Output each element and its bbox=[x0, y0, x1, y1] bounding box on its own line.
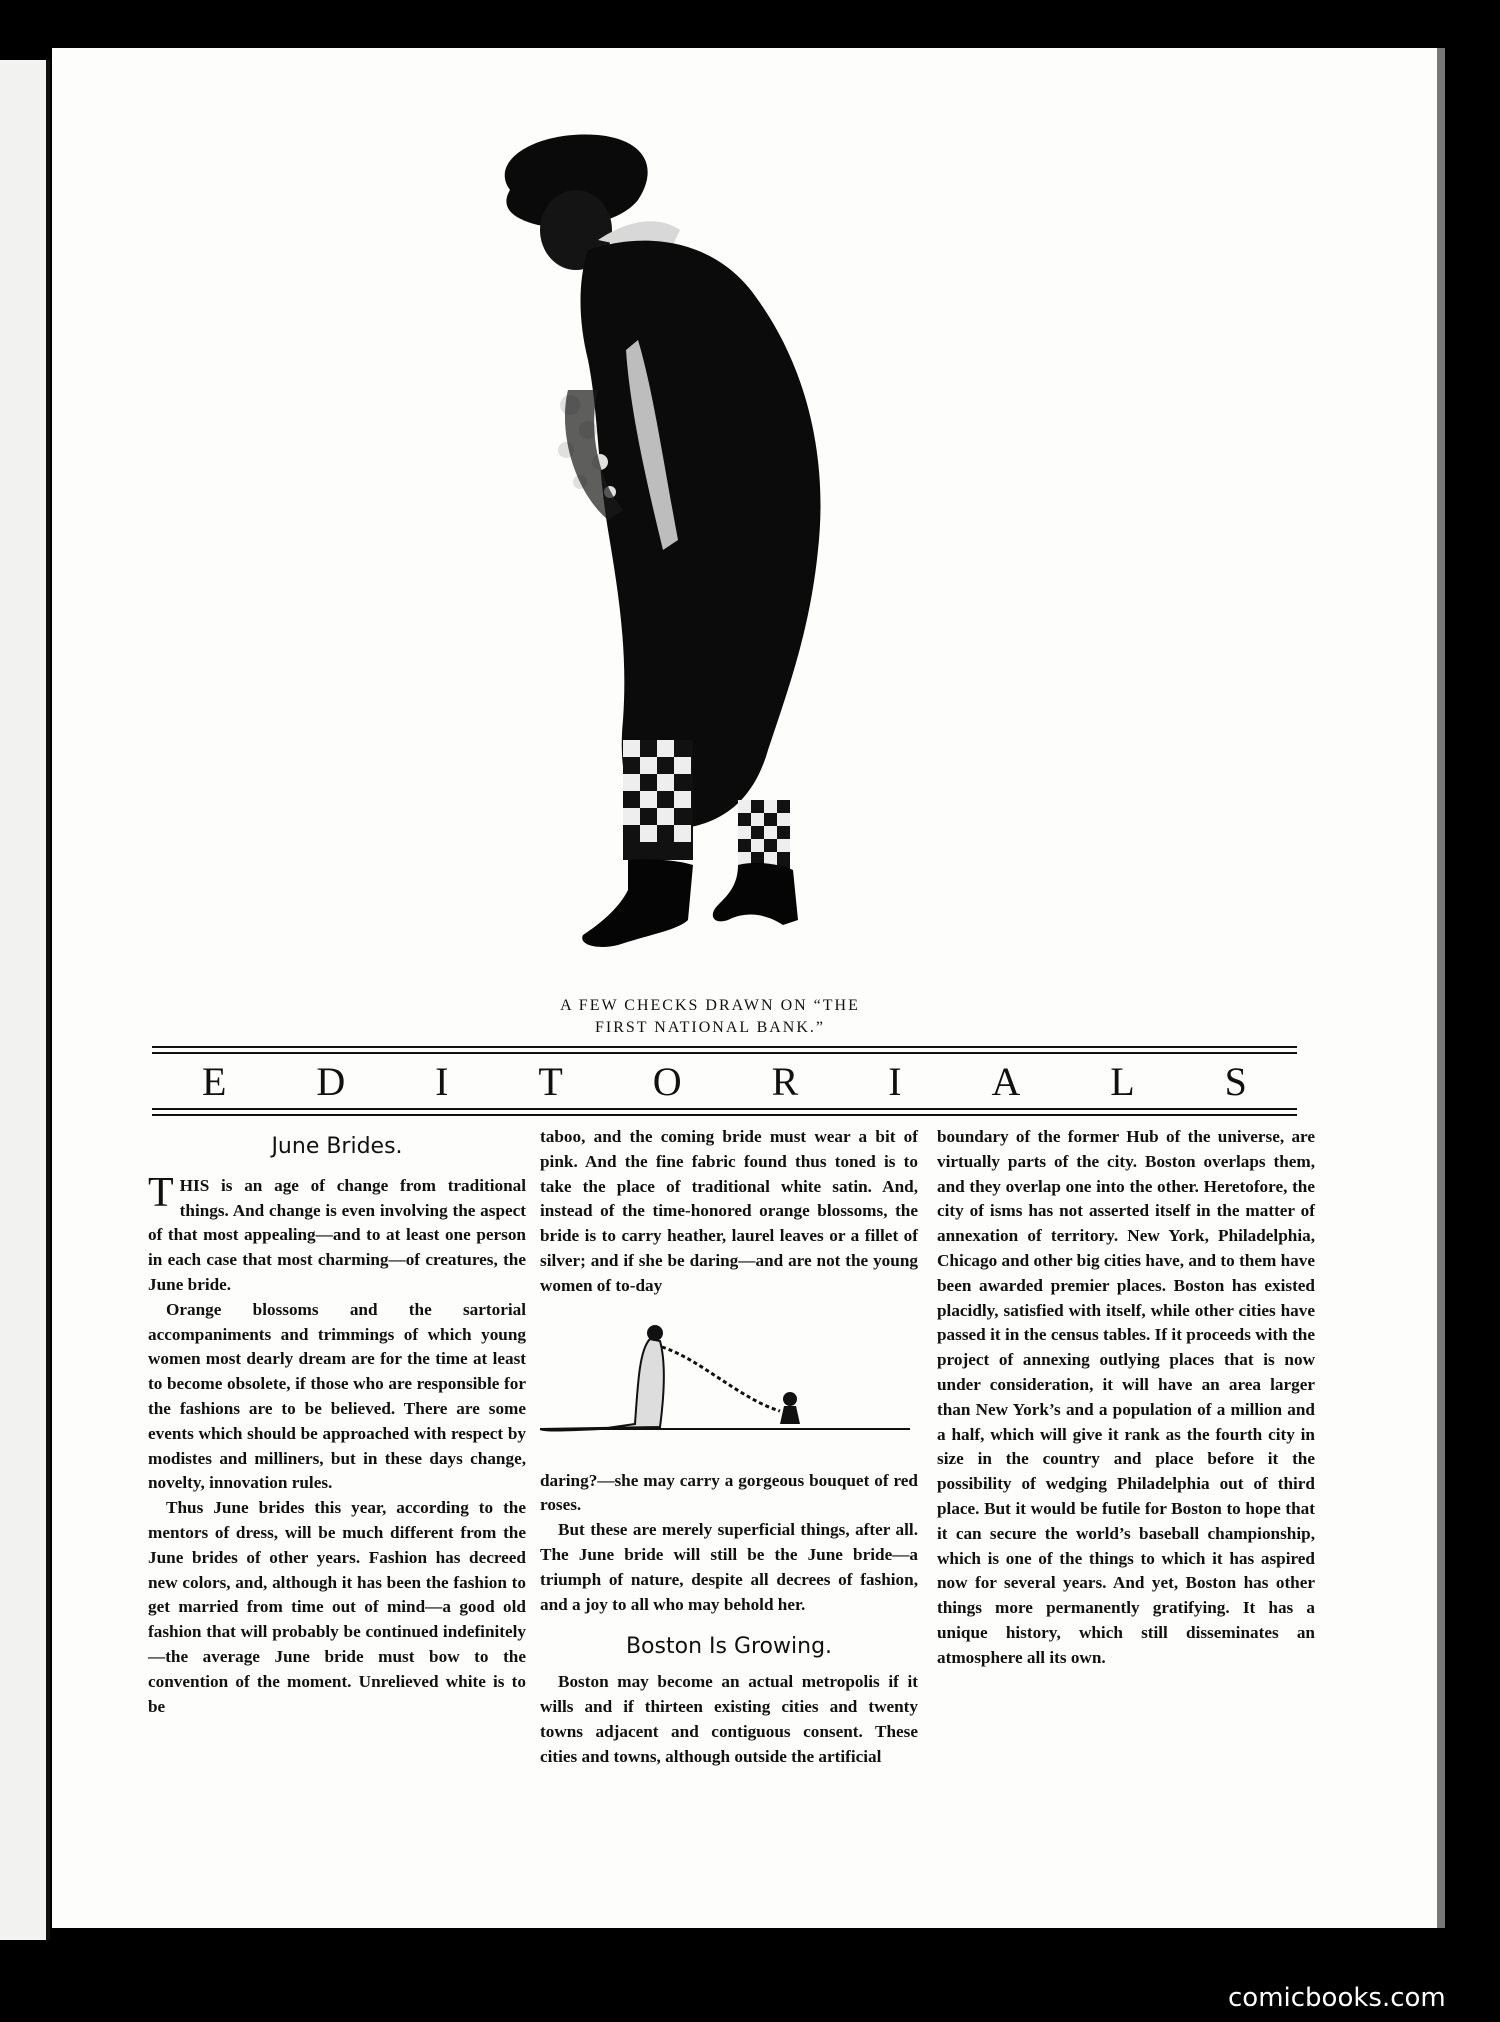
bottom-rule-inner bbox=[152, 1108, 1297, 1110]
article-paragraph: boundary of the former Hub of the universe, are virtually parts of the city. Boston overlaps them, and they overlap one into the other. Heretofore, the city of isms has not asserted itself in the matter of annexation of territory. New York, Philadelphia, Chicago and other big cities have, and to them have been awarded premier places. Boston has existed placidly, satisfied with itself, while other cities have passed it in the census tables. If it proceeds with the project of annexing outlying places that is now under consideration, it will have an area larger than New York’s and a population of a million and a half, which will give it rank as the fourth city in size in the country and place before it the possibility of wedging Philadelphia out of third place. But it would be futile for Boston to hope that it can secure the world’s baseball championship, which is one of the things to which it has aspired now for several years. And yet, Boston has other things more permanently gratifying. It has a unique history, which still disseminates an atmosphere all its own. bbox=[937, 1127, 1315, 1667]
article-title-boston-growing: Boston Is Growing. bbox=[625, 1634, 833, 1660]
editorials-banner bbox=[152, 1059, 1297, 1104]
bride-cartoon-illustration bbox=[540, 1319, 910, 1449]
top-rule-inner bbox=[152, 1052, 1297, 1054]
illustration-caption bbox=[480, 995, 940, 1039]
top-rule bbox=[152, 1046, 1297, 1048]
banner-letter: L bbox=[1110, 1059, 1135, 1104]
banner-letter: S bbox=[1224, 1059, 1247, 1104]
article-paragraph: Thus June brides this year, according to the mentors of dress, will be much different from the June brides of other years. Fashion has decreed new colors, and, although it has been the fashion to get married from time out of mind—a good old fashion that will probably be continued indefinitely—the average June bride must bow to the convention of the moment. Unrelieved white is to be bbox=[148, 1498, 526, 1716]
article-paragraph: But these are merely superficial things, after all. The June bride will still be the June bride—a triumph of nature, despite all decrees of fashion, and a joy to all who may behold her. bbox=[540, 1520, 918, 1614]
banner-letter: D bbox=[316, 1059, 346, 1104]
column-1 bbox=[148, 1125, 526, 1719]
bottom-rule bbox=[152, 1114, 1297, 1116]
banner-letter: T bbox=[538, 1059, 563, 1104]
caption-line-2: FIRST NATIONAL BANK.” bbox=[595, 1019, 825, 1036]
banner-letter: I bbox=[435, 1059, 449, 1104]
column-2 bbox=[540, 1125, 918, 1769]
article-paragraph bbox=[148, 1169, 526, 1298]
banner-letter: R bbox=[771, 1059, 799, 1104]
banner-letter: A bbox=[991, 1059, 1021, 1104]
banner-letter: E bbox=[202, 1059, 227, 1104]
article-paragraph: Orange blossoms and the sartorial accompaniments and trimmings of which young women most dearly dream are for the time at least to become obsolete, if those who are responsible for the fashions are to be believed. There are some events which should be approached with respect by modistes and milliners, but in these days change, novelty, innovation rules. bbox=[148, 1299, 526, 1493]
article-title-june-brides: June Brides. bbox=[271, 1134, 403, 1159]
banner-letter: I bbox=[888, 1059, 902, 1104]
column-3 bbox=[937, 1125, 1315, 1671]
banner-letter: O bbox=[652, 1059, 682, 1104]
site-watermark: comicbooks.com bbox=[1228, 1983, 1446, 2013]
silhouette-illustration bbox=[448, 130, 1028, 1000]
drop-cap: T bbox=[148, 1169, 174, 1216]
article-paragraph: daring?—she may carry a gorgeous bouquet of red roses. bbox=[540, 1470, 918, 1515]
paragraph-text: HIS is an age of change from traditional things. And change is even involving the aspect of that most appealing—and to at least one person in each case that most charming—of creatures, the June bride. bbox=[148, 1175, 526, 1294]
previous-page-edge bbox=[0, 60, 50, 1940]
article-paragraph: taboo, and the coming bride must wear a bit of pink. And the fine fabric found thus toned is to take the place of traditional white satin. And, instead of the time-honored orange blossoms, the bride is to carry heather, laurel leaves or a fillet of silver; and if she be daring—and are not the young women of to-day bbox=[540, 1127, 918, 1295]
article-paragraph: Boston may become an actual metropolis if it wills and if thirteen existing cities and twenty towns adjacent and contiguous consent. These cities and towns, although outside the artificial bbox=[540, 1672, 918, 1766]
caption-line-1: A FEW CHECKS DRAWN ON “THE bbox=[560, 997, 860, 1014]
